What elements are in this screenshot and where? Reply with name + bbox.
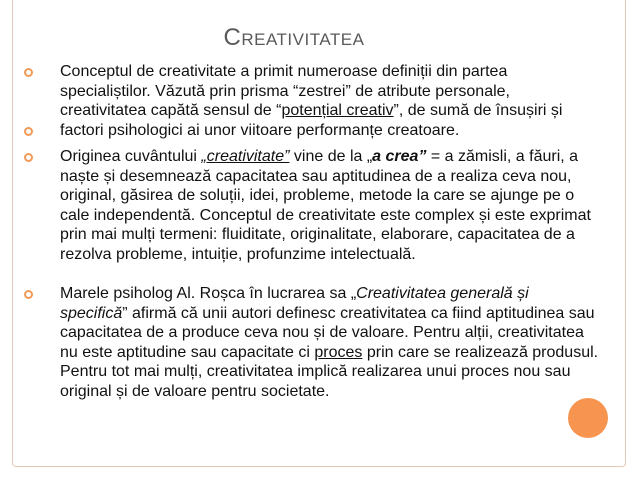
- bullet-circle-icon: [24, 68, 33, 77]
- bullet-text-rosca: Marele psiholog Al. Roșca în lucrarea sa „Creativitatea generală și specifică” afirmă că unii autori definesc creativitatea ca fiind aptitudinea sau capacitatea de a produce ceva nou și de valoare. Pentru alții, creativitatea nu este aptitudine sau capacitate ci proces prin care se realizează produsul. Pentru tot mai mulți, creativitatea implică realizarea unui proces nou sau original și de valoare pentru societate.: [60, 285, 599, 400]
- bullet-text-definition: Conceptul de creativitate a primit numeroase definiții din partea specialiștilor. Văzută prin prisma “zestrei” de atribute personale, creativitatea capătă sensul de “potențial creativ”, de sumă de însușiri și factori psihologici ai unor viitoare performanțe creatoare.: [60, 63, 563, 139]
- title-capital: C: [223, 24, 242, 51]
- slide-title: [0, 24, 588, 52]
- bullet-circle-icon: [24, 290, 33, 299]
- decorative-orange-circle: [568, 398, 608, 438]
- bold-italic-term: a crea”: [372, 148, 427, 165]
- book-title: Creativitatea generală și specifică: [60, 285, 529, 322]
- underlined-term: proces: [314, 343, 363, 361]
- bullet-circle-icon: [24, 153, 33, 162]
- underlined-italic-term: „creativitate”: [201, 148, 290, 165]
- underlined-term: potențial creativ: [281, 102, 394, 120]
- title-rest: REATIVITATEA: [241, 30, 365, 49]
- bullet-text-origin: Originea cuvântului „creativitate” vine de la „a crea” = a zămisli, a făuri, a naște și desemnează capacitatea sau aptitudinea de a realiza ceva nou, original, găsirea de soluții, idei, probleme, metode la care se ajunge pe o cale independentă. Conceptul de creativitate este complex și este exprimat prin mai mulți termeni: fluiditate, originalitate, elaborare, capacitatea de a rezolva probleme, intuiție, profunzime intelectuală.: [60, 148, 591, 263]
- bullet-circle-icon: [24, 127, 33, 136]
